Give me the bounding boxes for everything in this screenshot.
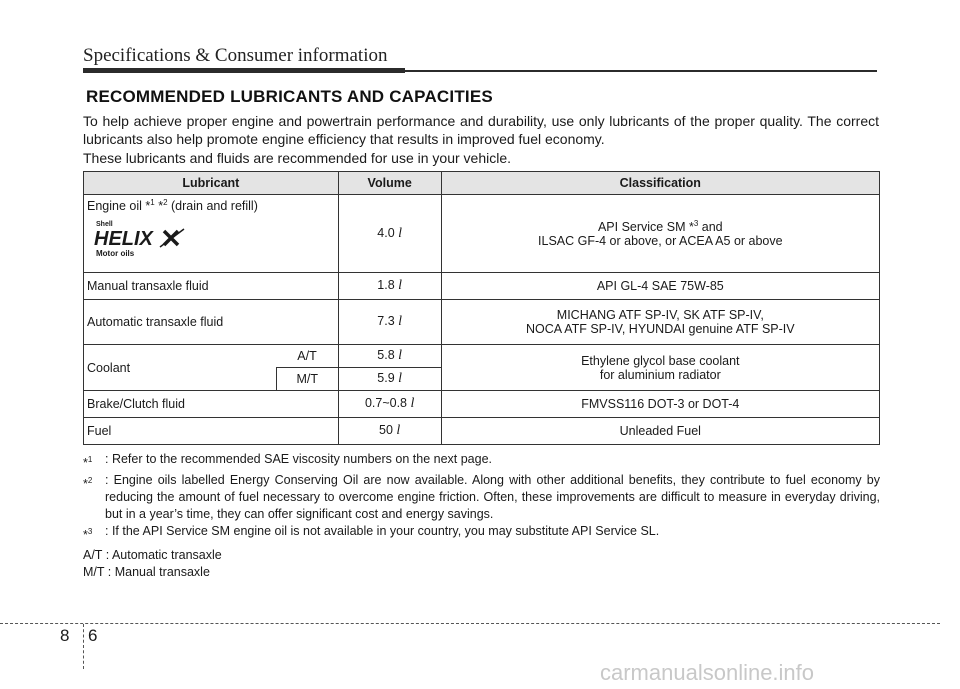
table-header-row <box>84 172 880 195</box>
header-title: Specifications & Consumer information <box>83 45 388 66</box>
table-row-engine-oil <box>84 195 880 273</box>
intro-paragraph: To help achieve proper engine and powertrain performance and durability, use only lubricants of the proper quality. The correct lubricants also help promote engine efficiency that results in improved fuel economy. <box>83 113 879 147</box>
coolant-name: Coolant <box>84 345 277 391</box>
header-rule-thick <box>83 68 405 73</box>
fuel-name: Fuel <box>84 418 339 445</box>
brake-classification: FMVSS116 DOT-3 or DOT-4 <box>441 391 879 418</box>
watermark: carmanualsonline.info <box>600 660 815 685</box>
table-row-coolant-at <box>84 345 880 368</box>
footnotes <box>83 451 880 544</box>
engine-oil-classification: API Service SM *$^3$ and ILSAC GF-4 or above, or ACEA A5 or above <box>441 195 879 273</box>
coolant-mt-volume: 5.9 l <box>338 368 441 391</box>
automatic-name: Automatic transaxle fluid <box>84 300 339 345</box>
svg-text:Motor oils: Motor oils <box>96 249 135 258</box>
engine-oil-cell: Engine oil *$^1$ *$^2$ (drain and refill) Shell HELIX Motor oils <box>84 195 339 273</box>
coolant-classification: Ethylene glycol base coolant for aluminium radiator <box>441 345 879 391</box>
brake-volume: 0.7~0.8 l <box>338 391 441 418</box>
table-row-fuel <box>84 418 880 445</box>
brake-name: Brake/Clutch fluid <box>84 391 339 418</box>
engine-oil-note: (drain and refill) <box>171 199 258 213</box>
coolant-mt-label: M/T <box>276 368 338 391</box>
coolant-at-volume: 5.8 l <box>338 345 441 368</box>
header-volume: Volume <box>338 172 441 195</box>
footer-divider <box>83 624 84 669</box>
page-number: 6 <box>88 626 98 645</box>
table-row-brake-clutch <box>84 391 880 418</box>
manual-name: Manual transaxle fluid <box>84 273 339 300</box>
coolant-at-label: A/T <box>276 345 338 368</box>
engine-oil-volume: 4.0 l <box>338 195 441 273</box>
abbreviations <box>83 547 222 581</box>
header-classification: Classification <box>441 172 879 195</box>
shell-helix-logo <box>92 217 192 259</box>
abbreviation-mt: M/T : Manual transaxle <box>83 565 210 579</box>
manual-classification: API GL-4 SAE 75W-85 <box>441 273 879 300</box>
automatic-classification: MICHANG ATF SP-IV, SK ATF SP-IV, NOCA ATF SP-IV, HYUNDAI genuine ATF SP-IV <box>441 300 879 345</box>
svg-text:HELIX: HELIX <box>94 228 153 250</box>
footnote-1: *$^1$ : Refer to the recommended SAE viscosity numbers on the next page. <box>83 452 493 470</box>
lubricants-table <box>83 171 880 445</box>
header-rule-thin <box>405 70 877 72</box>
footnote-3: *$^3$ : If the API Service SM engine oil is not available in your country, you may substitute API Service SL. <box>83 524 660 542</box>
table-row-automatic-transaxle <box>84 300 880 345</box>
fuel-volume: 50 l <box>338 418 441 445</box>
footnote-2: *$^2$ : Engine oils labelled Energy Conserving Oil are now available. Along with other additional benefits, they contribute to fuel economy by reducing the amount of fuel necessary to overcome engine friction. Often, these improvements are difficult to measure in everyday driving, but in a year’s time, they can offer significant cost and energy savings. <box>83 473 880 521</box>
intro-sentence: These lubricants and fluids are recommended for use in your vehicle. <box>83 150 511 166</box>
header-lubricant: Lubricant <box>84 172 339 195</box>
abbreviation-at: A/T : Automatic transaxle <box>83 548 222 562</box>
engine-oil-name: Engine oil <box>87 199 142 213</box>
section-number: 8 <box>60 626 70 645</box>
section-title: RECOMMENDED LUBRICANTS AND CAPACITIES <box>86 87 493 106</box>
automatic-volume: 7.3 l <box>338 300 441 345</box>
manual-volume: 1.8 l <box>338 273 441 300</box>
fuel-classification: Unleaded Fuel <box>441 418 879 445</box>
footer-rule <box>0 623 940 624</box>
svg-text:Shell: Shell <box>96 221 113 228</box>
table-row-manual-transaxle <box>84 273 880 300</box>
